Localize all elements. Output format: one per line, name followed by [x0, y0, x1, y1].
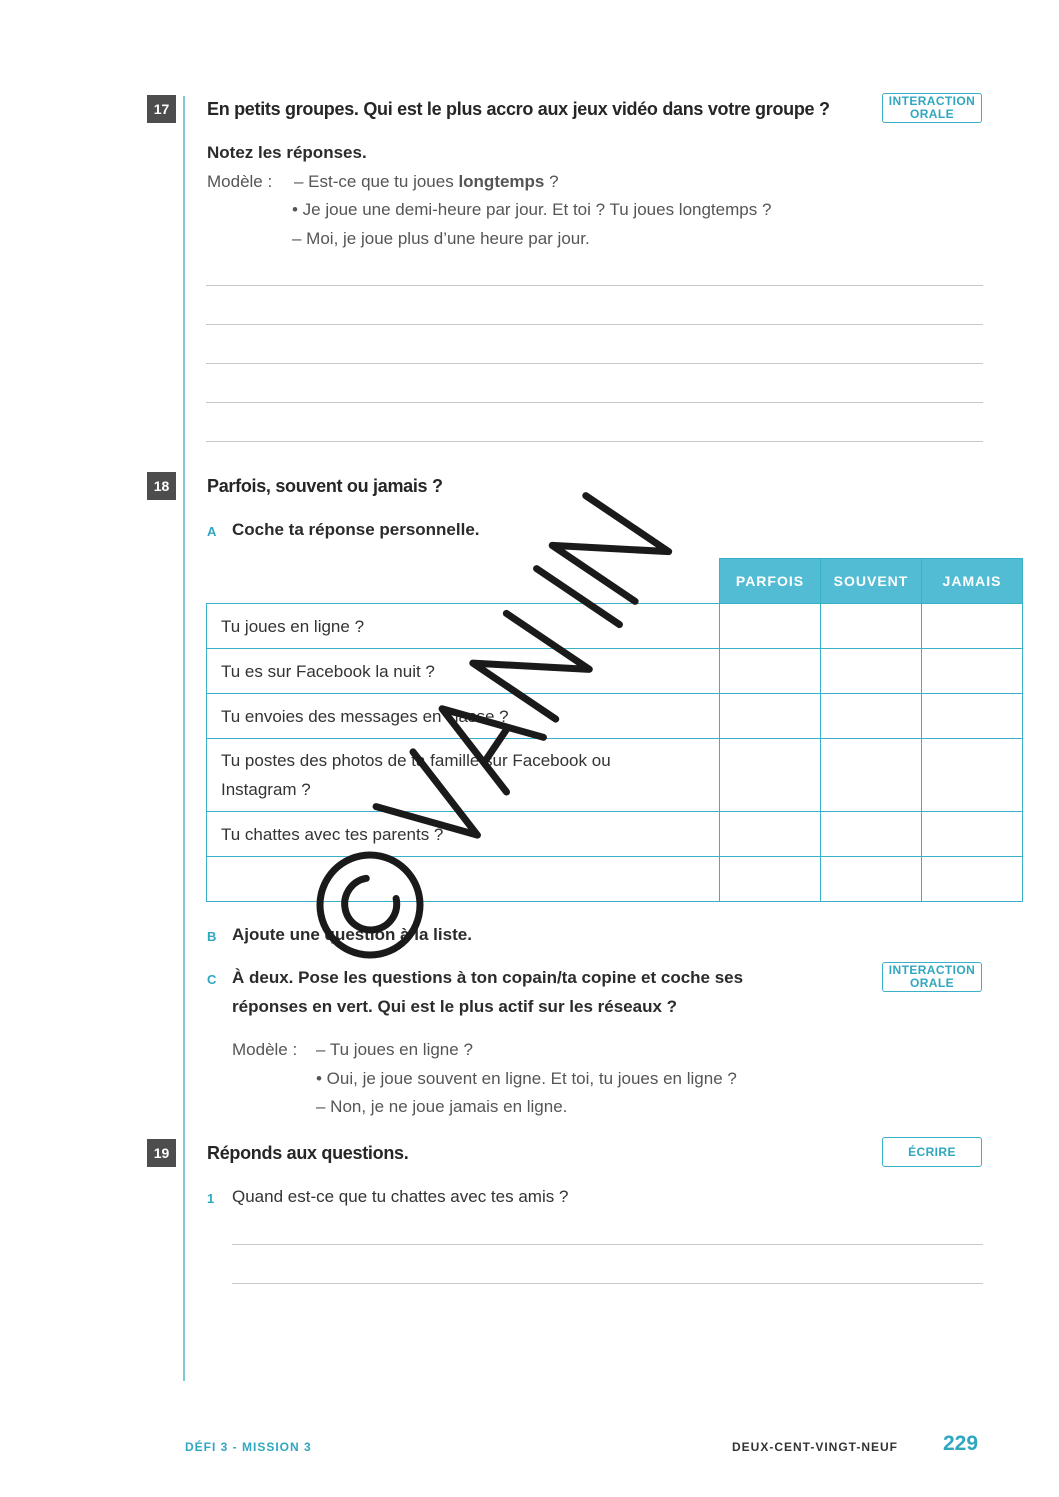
- model-label: Modèle :: [207, 172, 273, 191]
- sub-letter-b: B: [207, 929, 217, 944]
- question-cell: Tu envoies des messages en classe ?: [207, 694, 720, 739]
- checkbox-cell-souvent[interactable]: [821, 739, 922, 812]
- sub-question-c-line-1: À deux. Pose les questions à ton copain/ta copine et coche ses: [232, 968, 744, 987]
- checkbox-cell-parfois[interactable]: [720, 812, 821, 857]
- table-row: [207, 649, 1023, 694]
- table-header-blank: [207, 559, 720, 604]
- exercise-number-17: 17: [147, 95, 176, 123]
- checkbox-cell-parfois[interactable]: [720, 604, 821, 649]
- footer-section: DÉFI 3 - MISSION 3: [185, 1440, 312, 1454]
- table-row: [207, 604, 1023, 649]
- interaction-orale-badge: [882, 962, 982, 992]
- model-line-3: – Moi, je joue plus d’une heure par jour.: [292, 229, 590, 248]
- question-number-1: 1: [207, 1191, 215, 1206]
- model-line-2: • Oui, je joue souvent en ligne. Et toi, tu joues en ligne ?: [316, 1069, 737, 1088]
- header-souvent: SOUVENT: [821, 559, 922, 604]
- badge-line-2: ORALE: [910, 976, 954, 990]
- writing-line[interactable]: [206, 363, 983, 364]
- exercise-number-19: 19: [147, 1139, 176, 1167]
- table-row: [207, 812, 1023, 857]
- interaction-orale-badge: [882, 93, 982, 123]
- frequency-table: [206, 558, 1023, 902]
- question-1-text: Quand est-ce que tu chattes avec tes amis ?: [232, 1187, 569, 1206]
- writing-line[interactable]: [232, 1244, 983, 1245]
- sub-question-a: Coche ta réponse personnelle.: [232, 520, 480, 539]
- model-line-1-pre: – Est-ce que tu joues: [294, 172, 459, 191]
- table-row: [207, 739, 1023, 812]
- model-line-1: [294, 172, 559, 192]
- model-label: Modèle :: [232, 1040, 298, 1059]
- checkbox-cell-parfois[interactable]: [720, 649, 821, 694]
- margin-line: [183, 96, 185, 1381]
- badge-line-2: ORALE: [910, 107, 954, 121]
- checkbox-cell-parfois[interactable]: [720, 857, 821, 902]
- header-jamais: JAMAIS: [922, 559, 1023, 604]
- question-cell: Tu chattes avec tes parents ?: [207, 812, 720, 857]
- checkbox-cell-souvent[interactable]: [821, 812, 922, 857]
- page-number: 229: [943, 1432, 979, 1455]
- table-row: [207, 694, 1023, 739]
- checkbox-cell-souvent[interactable]: [821, 857, 922, 902]
- badge-line-1: INTERACTION: [888, 94, 976, 108]
- badge-line-1: INTERACTION: [888, 963, 976, 977]
- ecrire-badge: ÉCRIRE: [882, 1137, 982, 1167]
- sub-question-b: Ajoute une question à la liste.: [232, 925, 472, 944]
- exercise-number-18: 18: [147, 472, 176, 500]
- question-cell: Tu postes des photos de ta famille sur Facebook ou Instagram ?: [207, 739, 720, 812]
- model-line-2: • Je joue une demi-heure par jour. Et toi ? Tu joues longtemps ?: [292, 200, 772, 219]
- model-line-1-post: ?: [544, 172, 559, 191]
- exercise-18-title: Parfois, souvent ou jamais ?: [207, 476, 443, 496]
- table-row: [207, 857, 1023, 902]
- checkbox-cell-souvent[interactable]: [821, 649, 922, 694]
- model-line-3: – Non, je ne joue jamais en ligne.: [316, 1097, 568, 1116]
- sub-letter-a: A: [207, 524, 217, 539]
- writing-line[interactable]: [206, 324, 983, 325]
- exercise-19-title: Réponds aux questions.: [207, 1143, 409, 1163]
- question-cell: Tu joues en ligne ?: [207, 604, 720, 649]
- checkbox-cell-jamais[interactable]: [922, 812, 1023, 857]
- writing-line[interactable]: [232, 1283, 983, 1284]
- writing-line[interactable]: [206, 441, 983, 442]
- table-header-row: [207, 559, 1023, 604]
- checkbox-cell-parfois[interactable]: [720, 694, 821, 739]
- writing-line[interactable]: [206, 402, 983, 403]
- question-cell: Tu es sur Facebook la nuit ?: [207, 649, 720, 694]
- checkbox-cell-jamais[interactable]: [922, 694, 1023, 739]
- header-parfois: PARFOIS: [720, 559, 821, 604]
- checkbox-cell-jamais[interactable]: [922, 857, 1023, 902]
- checkbox-cell-jamais[interactable]: [922, 604, 1023, 649]
- checkbox-cell-jamais[interactable]: [922, 649, 1023, 694]
- exercise-17-title: En petits groupes. Qui est le plus accro aux jeux vidéo dans votre groupe ?: [207, 99, 830, 119]
- checkbox-cell-souvent[interactable]: [821, 694, 922, 739]
- writing-line[interactable]: [206, 285, 983, 286]
- model-line-1: – Tu joues en ligne ?: [316, 1040, 473, 1059]
- question-cell-blank[interactable]: [207, 857, 720, 902]
- sub-question-c-line-2: réponses en vert. Qui est le plus actif sur les réseaux ?: [232, 997, 678, 1016]
- model-line-1-bold: longtemps: [458, 172, 545, 191]
- checkbox-cell-jamais[interactable]: [922, 739, 1023, 812]
- checkbox-cell-souvent[interactable]: [821, 604, 922, 649]
- sub-letter-c: C: [207, 972, 217, 987]
- checkbox-cell-parfois[interactable]: [720, 739, 821, 812]
- exercise-17-instruction: Notez les réponses.: [207, 143, 367, 162]
- footer-page-words: DEUX-CENT-VINGT-NEUF: [732, 1440, 899, 1454]
